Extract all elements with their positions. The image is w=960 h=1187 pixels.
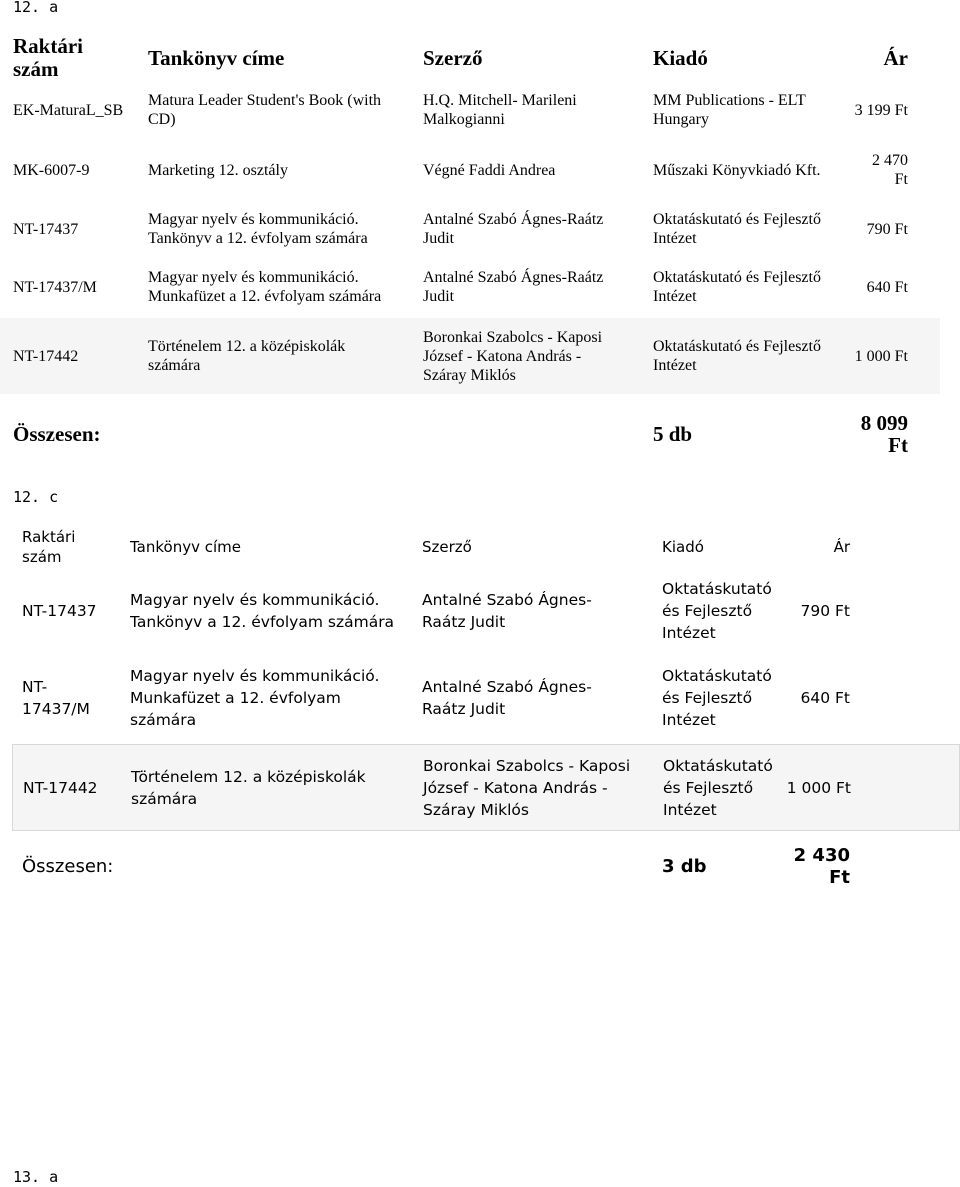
cell-publisher: Oktatáskutató és Fejlesztő Intézet [662, 580, 772, 642]
cell-author: Boronkai Szabolcs - Kaposi József - Katona András - Száray Miklós [423, 328, 603, 384]
class-label-13a: 13. a [13, 1168, 59, 1186]
column-header-price: Ár [833, 538, 850, 556]
cell-title: Matura Leader Student's Book (with CD) [148, 92, 382, 128]
cell-price: 640 Ft [800, 689, 850, 707]
cell-code: NT-17442 [23, 778, 98, 797]
column-header-price: Ár [883, 45, 908, 70]
total-price: 8 099 Ft [860, 411, 908, 457]
table-row [12, 744, 960, 831]
cell-author: Boronkai Szabolcs - Kaposi József - Katona András - Száray Miklós [423, 756, 631, 819]
total-price: 2 430 Ft [793, 845, 850, 888]
cell-code: NT- 17437/M [22, 678, 90, 718]
table-total-row [0, 404, 940, 464]
cell-code: NT-17437 [13, 220, 79, 238]
cell-title: Történelem 12. a középiskolák számára [131, 767, 366, 808]
table-row [0, 318, 940, 394]
column-header-title: Tankönyv címe [130, 538, 241, 556]
cell-publisher: Műszaki Könyvkiadó Kft. [653, 161, 821, 179]
class-label-12c: 12. c [13, 488, 59, 506]
cell-price: 790 Ft [800, 602, 850, 620]
cell-title: Magyar nyelv és kommunikáció. Munkafüzet a 12. évfolyam számára [148, 269, 382, 305]
cell-price: 1 000 Ft [786, 778, 851, 797]
column-header-publisher: Kiadó [662, 538, 704, 556]
column-header-code: Raktári szám [22, 528, 76, 566]
cell-publisher: Oktatáskutató és Fejlesztő Intézet [653, 211, 821, 247]
cell-code: NT-17437/M [13, 278, 97, 296]
column-header-author: Szerző [423, 45, 483, 70]
table-row [0, 265, 940, 309]
table-row [0, 88, 940, 132]
cell-author: Antalné Szabó Ágnes-Raátz Judit [423, 269, 604, 305]
cell-title: Történelem 12. a középiskolák számára [148, 338, 346, 374]
table-header [0, 30, 940, 86]
column-header-author: Szerző [422, 538, 472, 556]
cell-price: 790 Ft [866, 220, 908, 238]
cell-publisher: Oktatáskutató és Fejlesztő Intézet [653, 269, 821, 305]
cell-title: Marketing 12. osztály [148, 161, 288, 179]
cell-publisher: Oktatáskutató és Fejlesztő Intézet [662, 667, 772, 729]
column-header-publisher: Kiadó [653, 45, 708, 70]
total-count: 5 db [653, 421, 693, 446]
cell-author: Antalné Szabó Ágnes-Raátz Judit [422, 678, 592, 718]
column-header-title: Tankönyv címe [148, 45, 285, 70]
cell-author: Antalné Szabó Ágnes-Raátz Judit [423, 211, 604, 247]
cell-price: 3 199 Ft [854, 101, 908, 119]
table-row [12, 662, 960, 734]
table-total-row [12, 840, 960, 894]
table-row [0, 148, 940, 192]
class-label-12a: 12. a [13, 0, 59, 16]
total-label: Összesen: [22, 856, 114, 877]
total-label: Összesen: [13, 421, 101, 446]
column-header-code: Raktári szám [13, 34, 83, 81]
cell-publisher: Oktatáskutató és Fejlesztő Intézet [653, 338, 821, 374]
cell-price: 640 Ft [866, 278, 908, 296]
cell-title: Magyar nyelv és kommunikáció. Tankönyv a 12. évfolyam számára [130, 591, 395, 631]
cell-publisher: Oktatáskutató és Fejlesztő Intézet [663, 756, 773, 819]
table-row [12, 576, 960, 646]
cell-title: Magyar nyelv és kommunikáció. Munkafüzet a 12. évfolyam számára [130, 667, 380, 729]
cell-author: Antalné Szabó Ágnes-Raátz Judit [422, 591, 592, 631]
cell-title: Magyar nyelv és kommunikáció. Tankönyv a 12. évfolyam számára [148, 211, 368, 247]
cell-price: 1 000 Ft [854, 347, 908, 365]
table-header [12, 522, 960, 572]
cell-code: MK-6007-9 [13, 161, 90, 179]
cell-code: NT-17437 [22, 602, 97, 620]
cell-code: EK-MaturaL_SB [13, 101, 124, 119]
cell-price: 2 470 Ft [872, 152, 908, 188]
table-row [0, 207, 940, 251]
cell-code: NT-17442 [13, 347, 79, 365]
cell-author: Végné Faddi Andrea [423, 161, 556, 179]
cell-author: H.Q. Mitchell- Marileni Malkogianni [423, 92, 577, 128]
cell-publisher: MM Publications - ELT Hungary [653, 92, 806, 128]
total-count: 3 db [662, 856, 707, 877]
